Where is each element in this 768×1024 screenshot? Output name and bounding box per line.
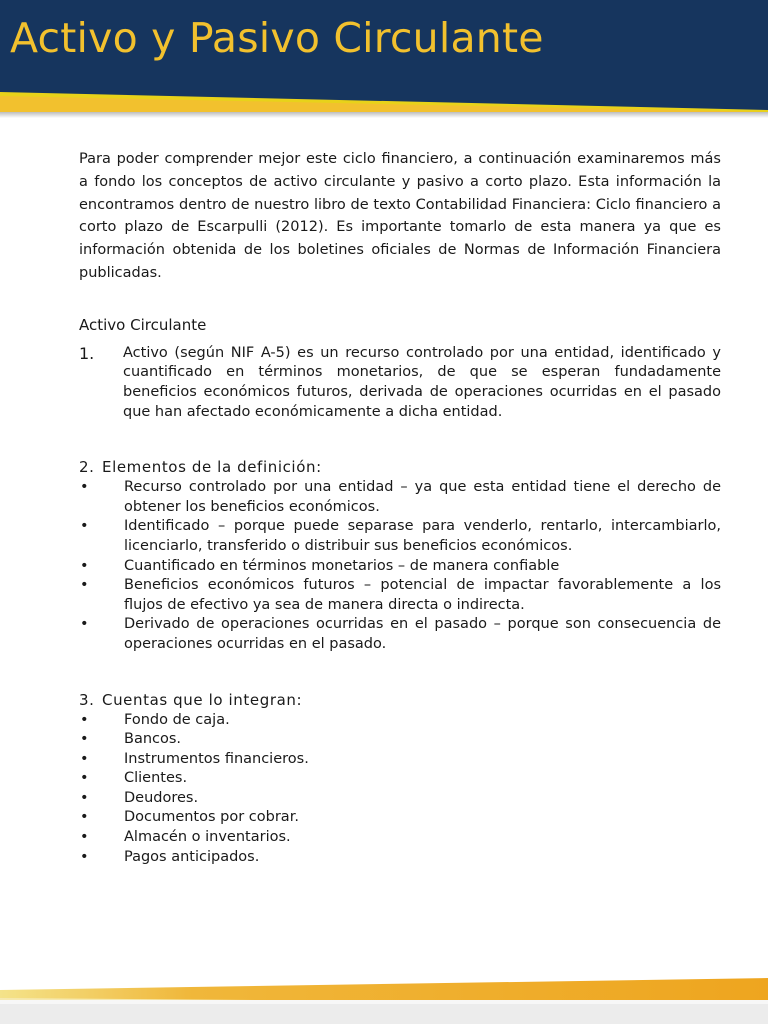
list-item: • Bancos. (79, 730, 721, 750)
list-item: • Almacén o inventarios. (79, 828, 721, 848)
definition-number: 1. (79, 343, 95, 363)
page-header (0, 0, 768, 112)
bullet-icon: • (80, 809, 89, 826)
bullet-icon: • (80, 848, 89, 865)
elementos-heading (79, 456, 721, 478)
document-body (79, 148, 721, 867)
page-title: Activo y Pasivo Circulante (10, 14, 544, 62)
definition-item (79, 344, 721, 422)
bullet-icon: • (80, 829, 89, 846)
elementos-list (79, 478, 721, 654)
bullet-icon: • (80, 616, 89, 633)
list-item: • Beneficios económicos futuros – potencial de impactar favorablemente a los flujos de efectivo ya sea de manera directa o indirecta. (79, 576, 721, 615)
list-item: • Pagos anticipados. (79, 848, 721, 868)
list-item: • Cuantificado en términos monetarios – de manera confiable (79, 557, 721, 577)
definition-text: Activo (según NIF A-5) es un recurso controlado por una entidad, identificado y cuantificado en términos monetarios, de que se esperan fundadamente beneficios económicos futuros, derivada de operaciones ocurridas en el pasado que han afectado económicamente a dicha entidad. (123, 344, 721, 420)
list-item: • Documentos por cobrar. (79, 808, 721, 828)
list-item: • Identificado – porque puede separase para venderlo, rentarlo, intercambiarlo, licenciarlo, transferido o distribuir sus beneficios económicos. (79, 517, 721, 556)
list-item: • Deudores. (79, 789, 721, 809)
list-item: • Instrumentos financieros. (79, 750, 721, 770)
cuentas-number: 3. (79, 690, 95, 709)
bullet-icon: • (80, 557, 89, 574)
bullet-icon: • (80, 789, 89, 806)
header-shadow (0, 112, 768, 118)
bullet-icon: • (80, 577, 89, 594)
elementos-heading-text: Elementos de la definición: (102, 458, 322, 477)
footer-gold-stripe (0, 960, 768, 1024)
elementos-number: 2. (79, 458, 95, 477)
bullet-icon: • (80, 770, 89, 787)
bullet-icon: • (80, 518, 89, 535)
cuentas-heading (79, 689, 721, 711)
bullet-icon: • (80, 731, 89, 748)
bullet-icon: • (80, 750, 89, 767)
section-title: Activo Circulante (79, 315, 207, 334)
bullet-icon: • (80, 711, 89, 728)
cuentas-heading-text: Cuentas que lo integran: (102, 690, 303, 709)
intro-paragraph: Para poder comprender mejor este ciclo financiero, a continuación examinaremos más a fondo los conceptos de activo circulante y pasivo a corto plazo. Esta información la encontramos dentro de nuestro libro de texto Contabilidad Financiera: Ciclo financiero a corto plazo de Escarpulli (2012). Es importante tomarlo de esta manera ya que es información obtenida de los boletines oficiales de Normas de Información Financiera publicadas. (79, 151, 721, 281)
cuentas-list (79, 711, 721, 868)
list-item: • Recurso controlado por una entidad – ya que esta entidad tiene el derecho de obtener los beneficios económicos. (79, 478, 721, 517)
list-item: • Clientes. (79, 769, 721, 789)
bullet-icon: • (80, 479, 89, 496)
list-item: • Fondo de caja. (79, 711, 721, 731)
list-item: • Derivado de operaciones ocurridas en el pasado – porque son consecuencia de operaciones ocurridas en el pasado. (79, 615, 721, 654)
